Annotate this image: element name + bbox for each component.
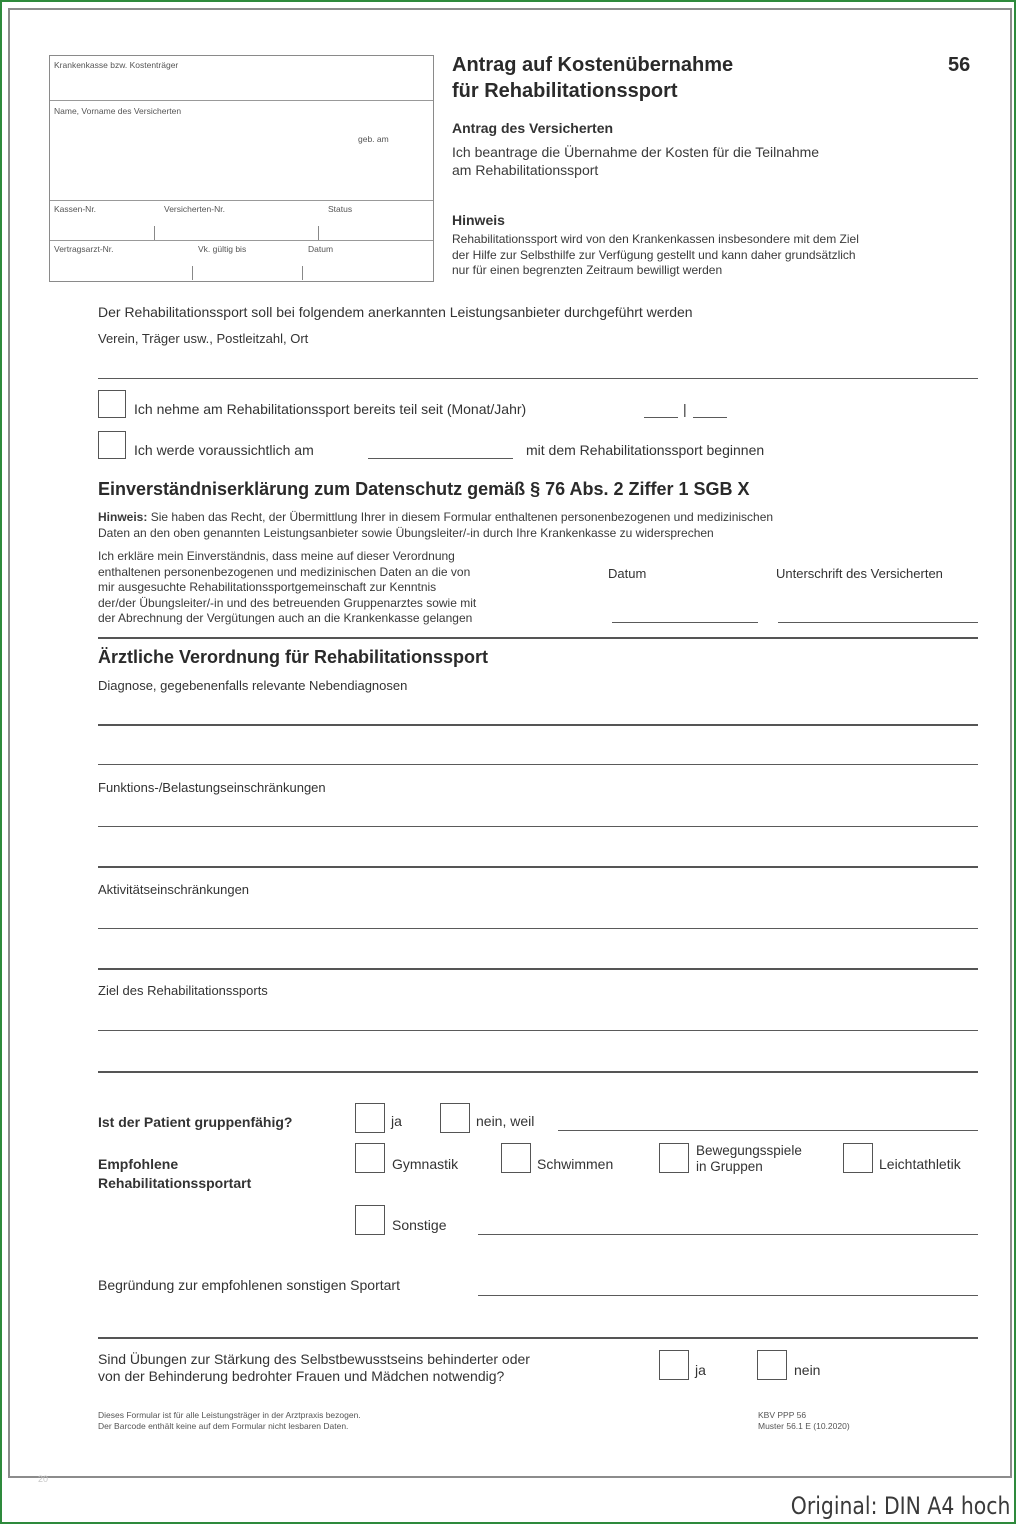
aktivitaet-line-2[interactable] — [98, 968, 978, 970]
selbstbewusst-nein-checkbox[interactable] — [757, 1350, 787, 1380]
sonstige-label: Sonstige — [392, 1217, 447, 1233]
sonstige-field[interactable] — [478, 1234, 978, 1235]
kassen-nr-label: Kassen-Nr. — [54, 204, 97, 214]
sportart-label: Empfohlene Rehabilitationssportart — [98, 1156, 252, 1191]
datenschutz-hinweis: Hinweis: Sie haben das Recht, der Übermittlung Ihrer in diesem Formular enthaltenen personenbezogenen und medizinischen Daten an den oben genannten Leistungsanbieter sowie Übungsleiter/-in durch Ihre Krankenkasse zu widersprechen — [98, 510, 774, 540]
diagnose-line-2[interactable] — [98, 764, 978, 765]
leichtathletik-label: Leichtathletik — [879, 1156, 961, 1172]
antrag-text: Ich beantrage die Übernahme der Kosten für die Teilnahme am Rehabilitationssport — [452, 144, 820, 178]
bereits-teil-label: Ich nehme am Rehabilitationssport bereits teil seit (Monat/Jahr) — [134, 401, 527, 417]
selbstbewusst-nein-label: nein — [794, 1362, 821, 1378]
footer-note: Dieses Formular ist für alle Leistungsträger in der Arztpraxis bezogen. Der Barcode enthält keine auf dem Formular nicht lesbaren Daten. — [98, 1410, 361, 1431]
datum-box-label: Datum — [308, 244, 334, 254]
antrag-heading: Antrag des Versicherten — [452, 120, 614, 136]
funktion-line-2[interactable] — [98, 866, 978, 868]
funktion-label: Funktions-/Belastungseinschränkungen — [98, 780, 326, 795]
selbstbewusst-question: Sind Übungen zur Stärkung des Selbstbewusstseins behinderter oder von der Behinderung bedrohter Frauen und Mädchen notwendig? — [98, 1351, 530, 1384]
aktivitaet-label: Aktivitätseinschränkungen — [98, 882, 250, 897]
gruppenfaehig-question: Ist der Patient gruppenfähig? — [98, 1114, 293, 1130]
gymnastik-label: Gymnastik — [392, 1156, 459, 1172]
datenschutz-erklaerung: Ich erkläre mein Einverständnis, dass meine auf dieser Verordnung enthaltenen personenbezogenen und medizinischen Daten an die von mir ausgesuchte Rehabilitationssportgemeinschaft zur Kenntnis der/der Übungsleiter/-in und des betreuenden Gruppenarztes sowie mit der Abrechnung der Vergütungen auch an die Krankenkasse gelangen — [98, 549, 477, 625]
gymnastik-checkbox[interactable] — [355, 1143, 385, 1173]
jahr-field[interactable] — [693, 417, 727, 418]
betriebsstaetten-label: Vertragsarzt-Nr. — [54, 244, 114, 254]
bewegungsspiele-label: Bewegungsspiele in Gruppen — [696, 1143, 802, 1174]
nein-weil-field[interactable] — [558, 1130, 978, 1131]
begruendung-field[interactable] — [478, 1295, 978, 1296]
arzt-nr-label: Vk. gültig bis — [198, 244, 247, 254]
form-number: 56 — [948, 54, 971, 76]
gruppenfaehig-ja-checkbox[interactable] — [355, 1103, 385, 1133]
bewegungsspiele-checkbox[interactable] — [659, 1143, 689, 1173]
begruendung-label: Begründung zur empfohlenen sonstigen Sportart — [98, 1277, 400, 1293]
bereits-teil-checkbox[interactable] — [98, 390, 126, 418]
gruppenfaehig-nein-checkbox[interactable] — [440, 1103, 470, 1133]
gruppenfaehig-ja-label: ja — [391, 1113, 402, 1129]
hinweis-text: Rehabilitationssport wird von den Krankenkassen insbesondere mit dem Ziel der Hilfe zur Selbsthilfe zur Verfügung gestellt und kann daher grundsätzlich nur für einen begrenzten Zeitraum bewilligt werden — [452, 232, 859, 277]
gruppenfaehig-nein-label: nein, weil — [476, 1113, 535, 1129]
form-title: Antrag auf Kostenübernahme für Rehabilitationssport — [452, 54, 734, 102]
status-label: Status — [328, 204, 353, 214]
schwimmen-label: Schwimmen — [537, 1156, 614, 1172]
aktivitaet-line-1[interactable] — [98, 928, 978, 929]
unterschrift-label: Unterschrift des Versicherten — [776, 566, 943, 581]
kasse-label: Krankenkasse bzw. Kostenträger — [54, 60, 179, 70]
datum-field[interactable] — [612, 622, 758, 623]
diagnose-line-1[interactable] — [98, 724, 978, 726]
datenschutz-heading: Einverständniserklärung zum Datenschutz gemäß § 76 Abs. 2 Ziffer 1 SGB X — [98, 479, 750, 499]
schwimmen-checkbox[interactable] — [501, 1143, 531, 1173]
page-mark: 20 — [38, 1474, 49, 1484]
beginn-datum-field[interactable] — [368, 458, 513, 459]
footer-form-id: KBV PPP 56 Muster 56.1 E (10.2020) — [758, 1410, 850, 1431]
format-caption: Original: DIN A4 hoch — [790, 1492, 1010, 1520]
monat-field[interactable] — [644, 417, 678, 418]
leichtathletik-checkbox[interactable] — [843, 1143, 873, 1173]
versicherten-nr-label: Versicherten-Nr. — [164, 204, 225, 214]
sonstige-checkbox[interactable] — [355, 1205, 385, 1235]
ziel-label: Ziel des Rehabilitationssports — [98, 983, 268, 998]
unterschrift-field[interactable] — [778, 622, 978, 623]
anbieter-label: Verein, Träger usw., Postleitzahl, Ort — [98, 331, 309, 346]
datum-label: Datum — [608, 566, 647, 581]
verordnung-heading: Ärztliche Verordnung für Rehabilitationssport — [98, 647, 489, 667]
ziel-line-2[interactable] — [98, 1071, 978, 1073]
voraus-post-label: mit dem Rehabilitationssport beginnen — [526, 442, 765, 458]
ziel-line-1[interactable] — [98, 1030, 978, 1031]
anbieter-line[interactable] — [98, 378, 978, 379]
voraus-checkbox[interactable] — [98, 431, 126, 459]
hinweis-heading: Hinweis — [452, 212, 505, 228]
voraus-label: Ich werde voraussichtlich am — [134, 442, 314, 458]
diagnose-label: Diagnose, gegebenenfalls relevante Nebendiagnosen — [98, 678, 408, 693]
selbstbewusst-ja-label: ja — [695, 1362, 706, 1378]
name-label: Name, Vorname des Versicherten — [54, 106, 182, 116]
insurer-data-box — [49, 55, 434, 282]
selbstbewusst-ja-checkbox[interactable] — [659, 1350, 689, 1380]
anbieter-text: Der Rehabilitationssport soll bei folgendem anerkannten Leistungsanbieter durchgeführt werden — [98, 304, 693, 320]
funktion-line-1[interactable] — [98, 826, 978, 827]
geb-label: geb. am — [358, 134, 389, 144]
